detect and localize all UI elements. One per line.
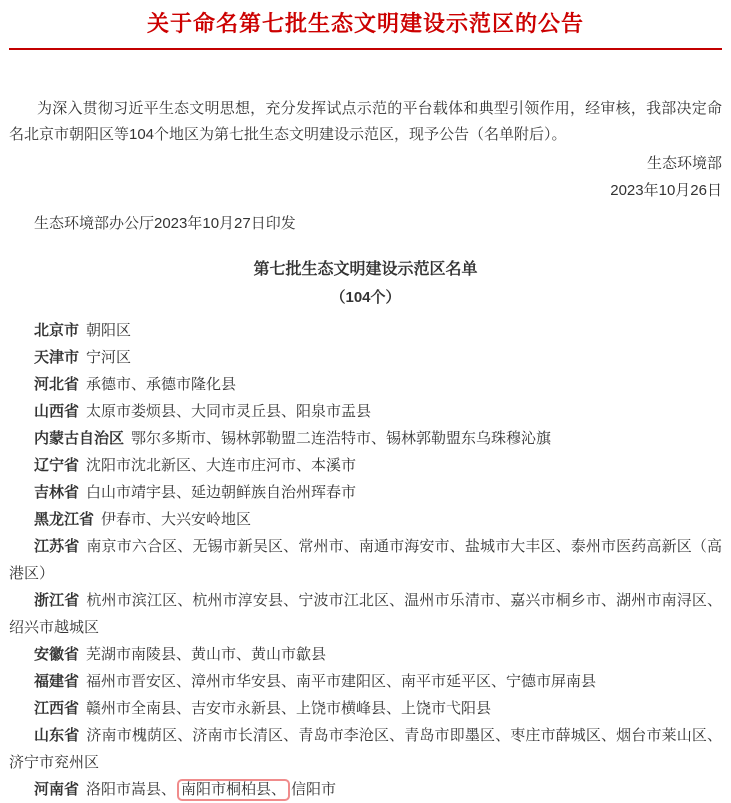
province-row: [9, 776, 722, 803]
province-row: [9, 398, 722, 425]
province-row: [9, 587, 722, 641]
intro-paragraph: 为深入贯彻习近平生态文明思想，充分发挥试点示范的平台载体和典型引领作用，经审核，我部决定命名北京市朝阳区等104个地区为第七批生态文明建设示范区，现予公告（名单附后）。: [9, 100, 722, 143]
province-name: 辽宁省: [34, 457, 80, 474]
province-row: [9, 317, 722, 344]
province-name: 河南省: [34, 781, 80, 798]
list-count: （104个）: [330, 289, 401, 306]
province-name: 江西省: [34, 700, 80, 717]
province-name: 浙江省: [34, 592, 80, 609]
region-text: 沈阳市沈北新区、大连市庄河市、本溪市: [86, 457, 357, 474]
document-page: [0, 10, 731, 803]
region-text: 伊春市、大兴安岭地区: [101, 511, 252, 528]
province-row: [9, 722, 722, 776]
province-row: [9, 425, 722, 452]
highlight-box[interactable]: 南阳市桐柏县、: [177, 779, 290, 801]
province-name: 河北省: [34, 376, 80, 393]
region-text: 济南市槐荫区、济南市长清区、青岛市李沧区、青岛市即墨区、枣庄市薛城区、烟台市莱山区、济宁市兖州区: [9, 727, 722, 771]
region-text: 鄂尔多斯市、锡林郭勒盟二连浩特市、锡林郭勒盟东乌珠穆沁旗: [131, 430, 552, 447]
province-name: 山西省: [34, 403, 80, 420]
province-row: [9, 533, 722, 587]
print-info: 生态环境部办公厅2023年10月27日印发: [34, 215, 296, 232]
province-row: [9, 668, 722, 695]
province-name: 江苏省: [34, 538, 80, 555]
province-row: [9, 452, 722, 479]
page-title: 关于命名第七批生态文明建设示范区的公告: [146, 11, 584, 36]
province-list: [9, 317, 722, 803]
province-name: 内蒙古自治区: [34, 430, 125, 447]
region-text: 信阳市: [291, 781, 337, 798]
region-text: 太原市娄烦县、大同市灵丘县、阳泉市盂县: [86, 403, 372, 420]
region-text: 洛阳市嵩县、: [86, 781, 177, 798]
province-row: [9, 641, 722, 668]
region-text: 杭州市滨江区、杭州市淳安县、宁波市江北区、温州市乐清市、嘉兴市桐乡市、湖州市南浔区、绍兴市越城区: [9, 592, 722, 636]
province-row: [9, 695, 722, 722]
province-name: 天津市: [34, 349, 80, 366]
region-text: 承德市、承德市隆化县: [86, 376, 237, 393]
issue-date: 2023年10月26日: [610, 182, 722, 199]
province-name: 山东省: [34, 727, 80, 744]
region-text: 朝阳区: [86, 322, 132, 339]
province-name: 北京市: [34, 322, 80, 339]
province-name: 黑龙江省: [34, 511, 95, 528]
region-text: 宁河区: [86, 349, 132, 366]
region-text: 福州市晋安区、漳州市华安县、南平市建阳区、南平市延平区、宁德市屏南县: [86, 673, 597, 690]
issuer-signature: 生态环境部: [646, 155, 722, 172]
region-text: 赣州市全南县、吉安市永新县、上饶市横峰县、上饶市弋阳县: [86, 700, 492, 717]
province-name: 安徽省: [34, 646, 80, 663]
title-divider: [9, 48, 722, 50]
list-title: 第七批生态文明建设示范区名单: [253, 261, 478, 278]
province-name: 吉林省: [34, 484, 80, 501]
province-row: [9, 479, 722, 506]
region-text: 南京市六合区、无锡市新吴区、常州市、南通市海安市、盐城市大丰区、泰州市医药高新区（高港区）: [9, 538, 722, 582]
province-row: [9, 371, 722, 398]
province-name: 福建省: [34, 673, 80, 690]
province-row: [9, 344, 722, 371]
region-text: 白山市靖宇县、延边朝鲜族自治州珲春市: [86, 484, 357, 501]
region-text: 芜湖市南陵县、黄山市、黄山市歙县: [86, 646, 327, 663]
signature-block: [9, 150, 722, 204]
province-row: [9, 506, 722, 533]
